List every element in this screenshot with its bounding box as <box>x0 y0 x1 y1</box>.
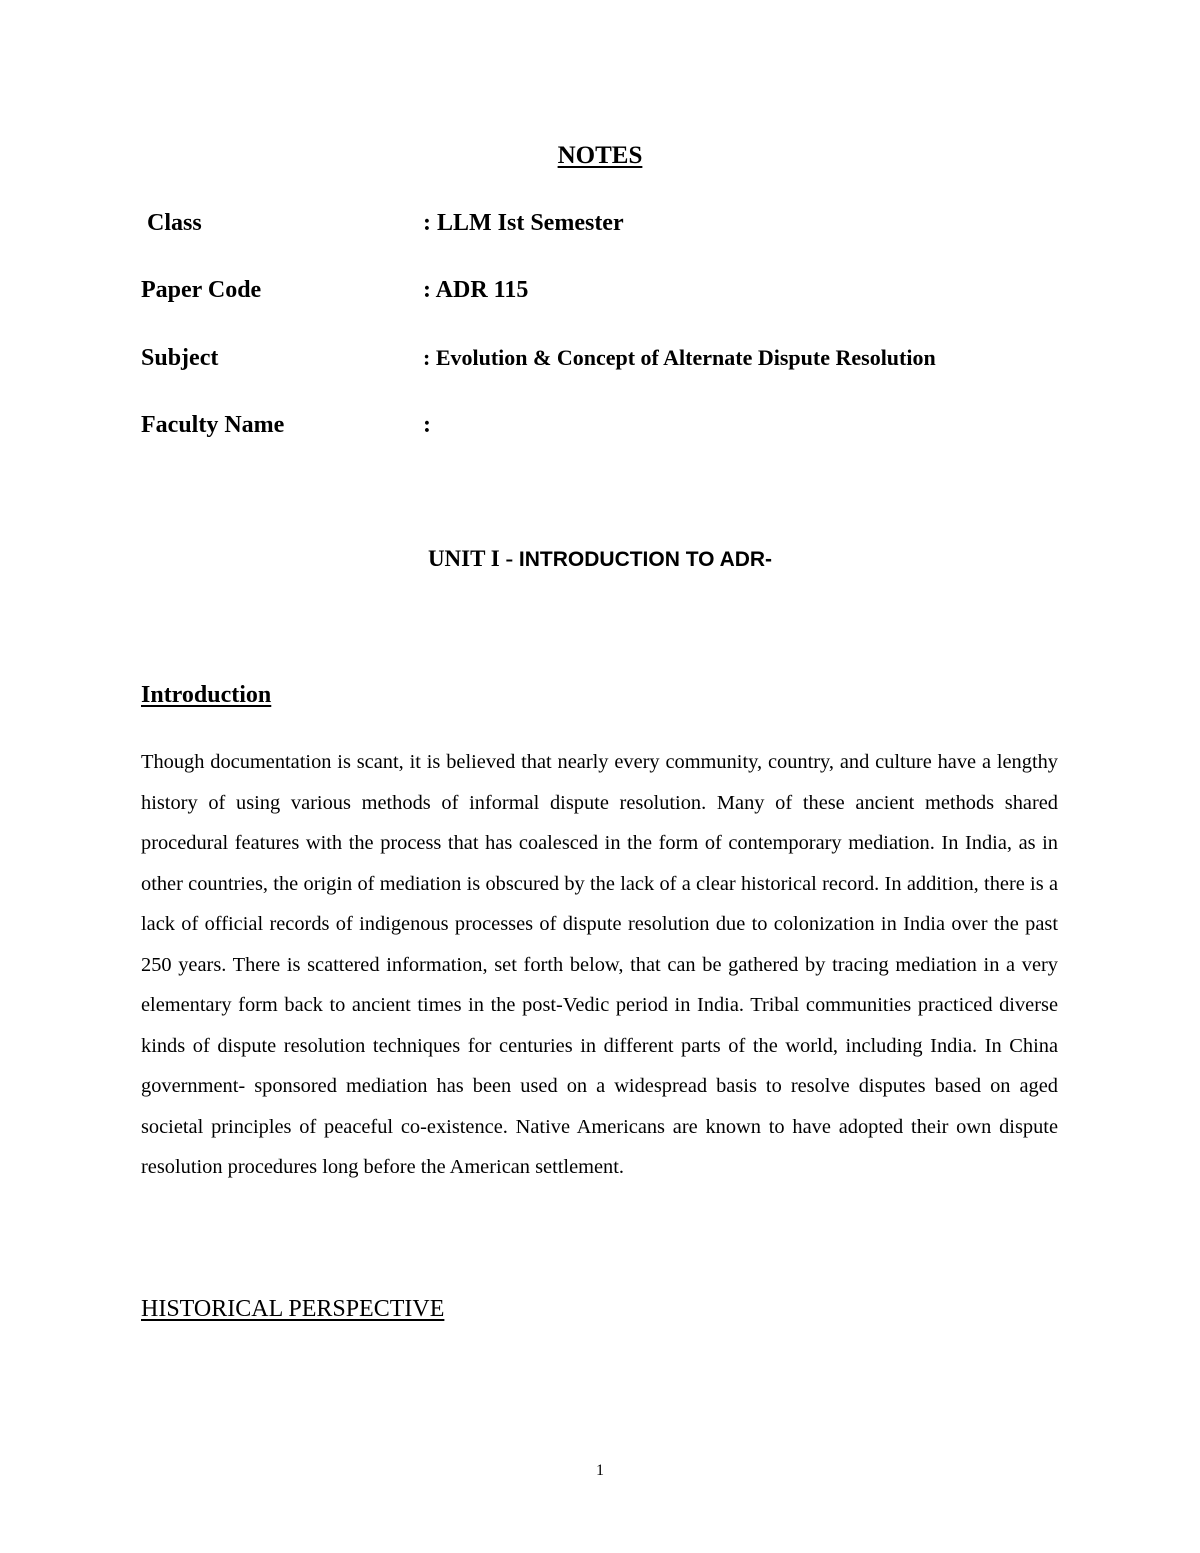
meta-label-class: Class <box>141 210 202 236</box>
meta-value-faculty-name: : <box>423 412 431 438</box>
unit-heading <box>0 546 1200 572</box>
meta-label-subject: Subject <box>141 345 219 371</box>
introduction-heading: Introduction <box>141 682 272 708</box>
meta-label-faculty-name: Faculty Name <box>141 412 285 438</box>
meta-label-paper-code: Paper Code <box>141 277 262 303</box>
meta-row-class <box>141 210 1101 244</box>
meta-row-subject <box>141 345 1101 379</box>
unit-heading-prefix: UNIT I - <box>427 546 519 571</box>
meta-value-paper-code: : ADR 115 <box>423 277 529 303</box>
historical-perspective-heading: HISTORICAL PERSPECTIVE <box>141 1296 445 1322</box>
page-number: 1 <box>596 1462 604 1479</box>
document-title: NOTES <box>557 142 643 169</box>
introduction-paragraph: Though documentation is scant, it is believed that nearly every community, country, and culture have a lengthy history of using various methods of informal dispute resolution. Many of these ancient methods shared procedural features with the process that has coalesced in the form of contemporary mediation. In India, as in other countries, the origin of mediation is obscured by the lack of a clear historical record. In addition, there is a lack of official records of indigenous processes of dispute resolution due to colonization in India over the past 250 years. There is scattered information, set forth below, that can be gathered by tracing mediation in a very elementary form back to ancient times in the post-Vedic period in India. Tribal communities practiced diverse kinds of dispute resolution techniques for centuries in different parts of the world, including India. In China government- sponsored mediation has been used on a widespread basis to resolve disputes based on aged societal principles of peaceful co-existence. Native Americans are known to have adopted their own dispute resolution procedures long before the American settlement. <box>141 751 1058 1178</box>
meta-value-subject: : Evolution & Concept of Alternate Dispute Resolution <box>423 345 936 370</box>
meta-row-faculty-name <box>141 412 1101 446</box>
meta-value-class: : LLM Ist Semester <box>423 210 624 236</box>
meta-row-paper-code <box>141 277 1101 311</box>
unit-heading-title: INTRODUCTION TO ADR- <box>518 548 773 571</box>
